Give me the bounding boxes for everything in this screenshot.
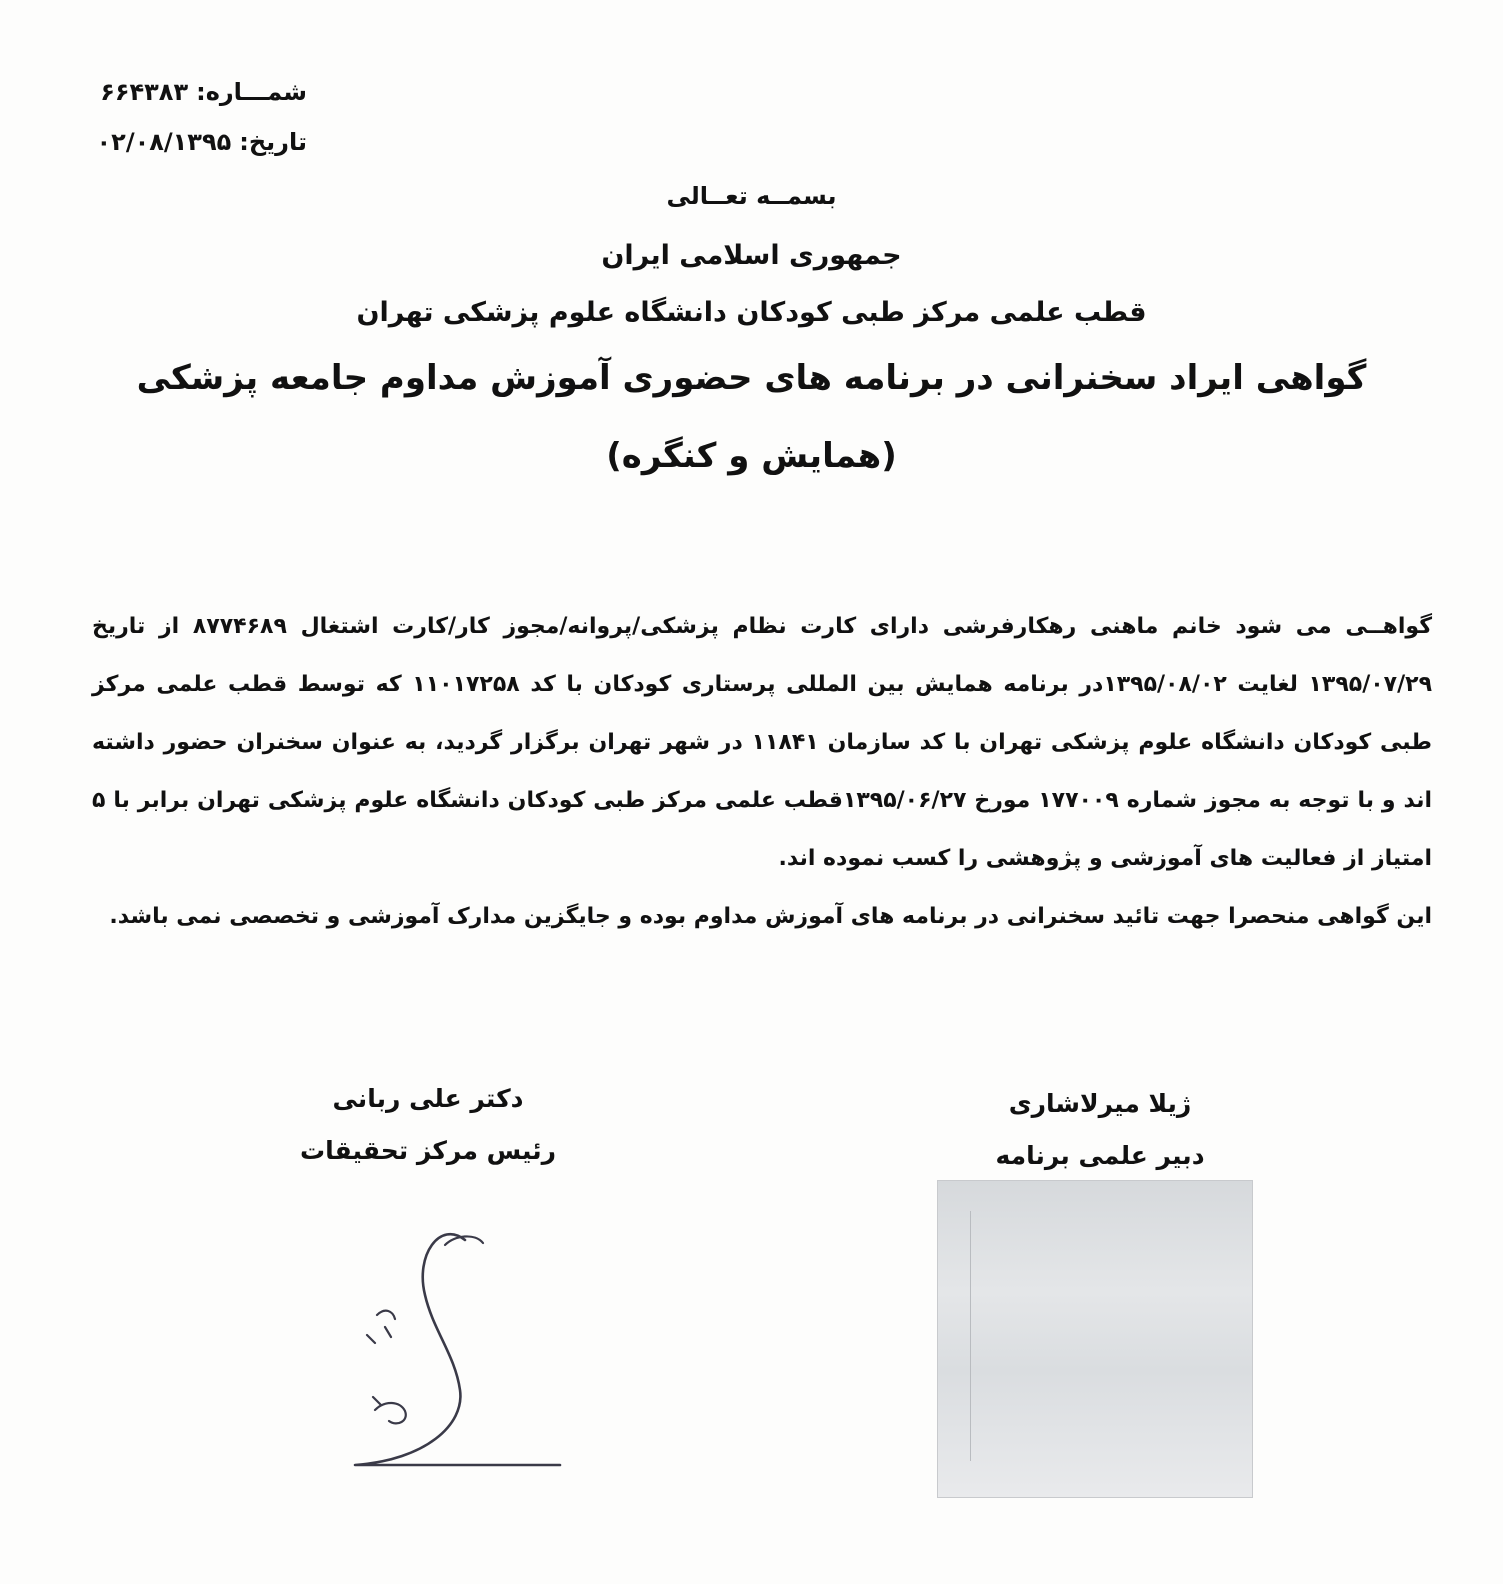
institute-heading: قطب علمی مرکز طبی کودکان دانشگاه علوم پزشکی تهران (356, 297, 1147, 328)
letter-number-value: ۶۶۴۳۸۳ (100, 78, 189, 106)
certificate-subtitle: (همایش و کنگره) (606, 436, 897, 476)
stamp-photo-crease (970, 1211, 971, 1461)
certificate-note: این گواهی منحصرا جهت تائید سخنرانی در برنامه های آموزش مداوم بوده و جایگزین مدارک آموزشی و تخصصی نمی باشد. (109, 904, 1432, 929)
certificate-title: گواهی ایراد سخنرانی در برنامه های حضوری آموزش مداوم جامعه پزشکی (136, 358, 1367, 398)
republic-heading: جمهوری اسلامی ایران (601, 240, 902, 271)
signature-mark-upper (367, 1311, 395, 1343)
letter-date-label: تاریخ: (239, 128, 307, 156)
signatory-right-name: ژیلا میرلاشاری (1008, 1089, 1192, 1118)
signature-main-stroke (355, 1234, 560, 1465)
certificate-body (92, 598, 1432, 946)
signatory-left-name: دکتر علی ربانی (332, 1084, 524, 1113)
handwritten-signature (345, 1215, 585, 1495)
signatory-left-title: رئیس مرکز تحقیقات (300, 1136, 556, 1165)
signature-mark-lower (373, 1397, 406, 1423)
signatory-research-head (298, 1073, 558, 1177)
letter-number-label: شمـــاره: (196, 78, 307, 106)
letter-number (92, 78, 307, 106)
signatory-right-title: دبیر علمی برنامه (995, 1141, 1205, 1170)
stamp-photo-image (937, 1180, 1253, 1498)
letter-date (92, 128, 307, 156)
basmala-heading: بسمــه تعــالی (666, 182, 837, 210)
certificate-paragraph: گواهــی می شود خانم ماهنی رهکارفرشی دارای کارت نظام پزشکی/پروانه/مجوز کار/کارت اشتغال ۸۷۷۴۶۸۹ از تاریخ ۱۳۹۵/۰۷/۲۹ لغایت ۱۳۹۵/۰۸/۰۲در برنامه همایش بین المللی پرستاری کودکان با کد ۱۱۰۱۷۲۵۸ که توسط قطب علمی مرکز طبی کودکان دانشگاه علوم پزشکی تهران با کد سازمان ۱۱۸۴۱ در شهر تهران برگزار گردید، به عنوان سخنران حضور داشته اند و با توجه به مجوز شماره ۱۷۷۰۰۹ مورخ ۱۳۹۵/۰۶/۲۷قطب علمی مرکز طبی کودکان دانشگاه علوم پزشکی تهران برابر با ۵ امتیاز از فعالیت های آموزشی و پژوهشی را کسب نموده اند. (92, 614, 1433, 871)
signatory-program-secretary (960, 1078, 1240, 1182)
letter-date-value: ۰۲/۰۸/۱۳۹۵ (96, 128, 232, 156)
